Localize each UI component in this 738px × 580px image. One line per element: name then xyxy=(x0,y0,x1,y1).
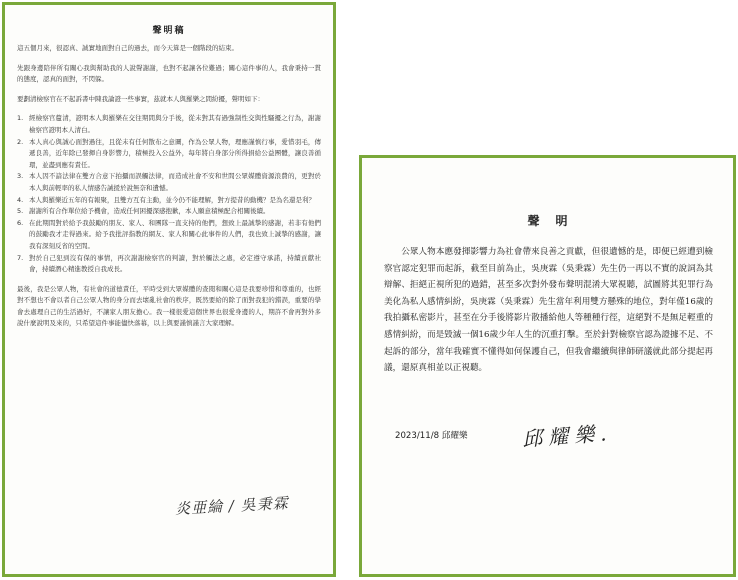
left-intro-paragraph: 這五個月來，很認真、誠實地面對自己的過去，而今天算是一個階段的結束。 xyxy=(17,44,238,52)
list-item-number: 6. xyxy=(17,218,24,227)
list-item-text: 本人與羅樂近五年的有報聚，且雙方互有主動，並今仍不能理解，對方提昔的動機？是為名還是利？ xyxy=(29,195,315,204)
list-item-text: 謝謝所有合作單位給予機會，造成任何困擾深感抱歉，本人願意積極配合相關後續。 xyxy=(29,207,270,216)
list-item-text: 對於自己犯到沒有保的事情，再次謝謝檢察官的判讀，對於觸法之處，必定遵守承諾，持續貢獻社會，持續潛心精進教授自我成長。 xyxy=(29,253,321,274)
left-statement-title: 聲明稿 xyxy=(152,26,186,36)
list-item-number: 3. xyxy=(17,172,24,181)
list-item-number: 7. xyxy=(17,253,24,262)
right-statement-body: 公眾人物本應發揮影響力為社會帶來良善之貢獻，但很遺憾的是，即便已經遭到檢察官認定犯罪而起訴，截至目前為止，吳庚霖（吳秉霖）先生仍一再以不實的說詞為其辯解、拒絕正視所犯的過錯，甚至多次對外發布聲明混淆大眾視聽，試圖將其犯罪行為美化為私人感情糾紛，吳庚霖（吳秉霖）先生當年利用雙方懸殊的地位，對年僅16歲的我拍攝私密影片，甚至在分手後將影片散播給他人等種種行徑，這絕對不是無足輕重的感情糾紛，而是毀滅一個16歲少年人生的沉重打擊。至於針對檢察官認為證據不足、不起訴的部分，當年我確實不懂得如何保護自己，但我會繼續與律師研議就此部分提起再議，還原真相並以正視聽。 xyxy=(384,247,713,374)
left-closing-paragraph: 最後，我是公眾人物，有社會的道德責任，平時受到大眾媒體的查閱和關心這是我要珍惜和尊重的，也經對不想也不會以者自己公眾人物的身分而去壞亂社會的秩序，既然要給的除了面對我犯的錯誤，重要的學會去處理自己的生活過好，不讓家人朋友擔心。我一樣很愛這個世界也很愛身邊的人，期許不會再對外多說什麼說明及來的，只希望這件事能儘快落幕，以上與要謹慎謹言大家理解。 xyxy=(17,284,321,328)
list-item xyxy=(17,113,321,136)
left-handwritten-signature: 炎亜綸 / 吳秉霖 xyxy=(174,494,290,518)
left-paragraph-1: 先跟身邊陪伴所有關心我與幫助我的人說聲謝謝，也對不起讓各位難過；關心這件事的人，我會秉持一貫的態度，認真的面對，不閃躲。 xyxy=(17,63,321,84)
left-numbered-list xyxy=(17,113,321,275)
left-statement-document xyxy=(2,2,336,577)
list-item xyxy=(17,137,321,172)
right-statement-document xyxy=(359,155,736,577)
list-item-number: 5. xyxy=(17,207,24,216)
list-item xyxy=(17,195,321,207)
list-item xyxy=(17,171,321,194)
list-item-text: 本人因不諳法律在雙方合意下拍攝而誤觸法律，而造成社會不安和世間公眾媒體資源浪費的，更對於本人與前輕率的私人情感告誡援於說無奈和遺憾。 xyxy=(29,172,321,192)
list-item-text: 本人真心與誠心面對過往，且從未有任何散布之意圖，作為公眾人物，理應謹慎行事，愛惜羽毛，傳遞良善，近年除已發揮自身影響力，積極投入公益外，每年將自身部分所得捐給公益團體，讓良善循環，並盡到應有責任。 xyxy=(29,137,321,169)
list-item-number: 4. xyxy=(17,195,24,204)
right-date-line: 2023/11/8 邱耀樂 xyxy=(395,431,468,441)
right-statement-title: 聲明 xyxy=(527,214,584,228)
right-handwritten-signature: 邱耀樂. xyxy=(521,420,614,452)
list-item xyxy=(17,253,321,276)
list-item-text: 在此期間對於給予我鼓勵的朋友、家人、和團隊一直支持的他們，想致上最誠摯的感謝，若非有他們的鼓勵我才走得過來。給予我批評指教的網友、家人和關心此事件的人們，我也致上誠摯的感謝，讓我有深刻反省的空間。 xyxy=(29,218,321,250)
list-item-number: 2. xyxy=(17,137,24,146)
list-item-text: 經檢察官釐清，證明本人與羅樂在交往期間與分手後，從未對其有過強制性交與性騷擾之行為，謝謝檢察官證明本人清白。 xyxy=(29,114,321,134)
left-paragraph-2: 要劃清檢察官在不起訴書中陳我論證一些事實，茲就本人與羅樂之間紛擾，聲明如下： xyxy=(17,94,264,103)
list-item-number: 1. xyxy=(17,114,24,123)
left-statement-body xyxy=(17,43,321,338)
list-item xyxy=(17,206,321,218)
list-item xyxy=(17,218,321,253)
